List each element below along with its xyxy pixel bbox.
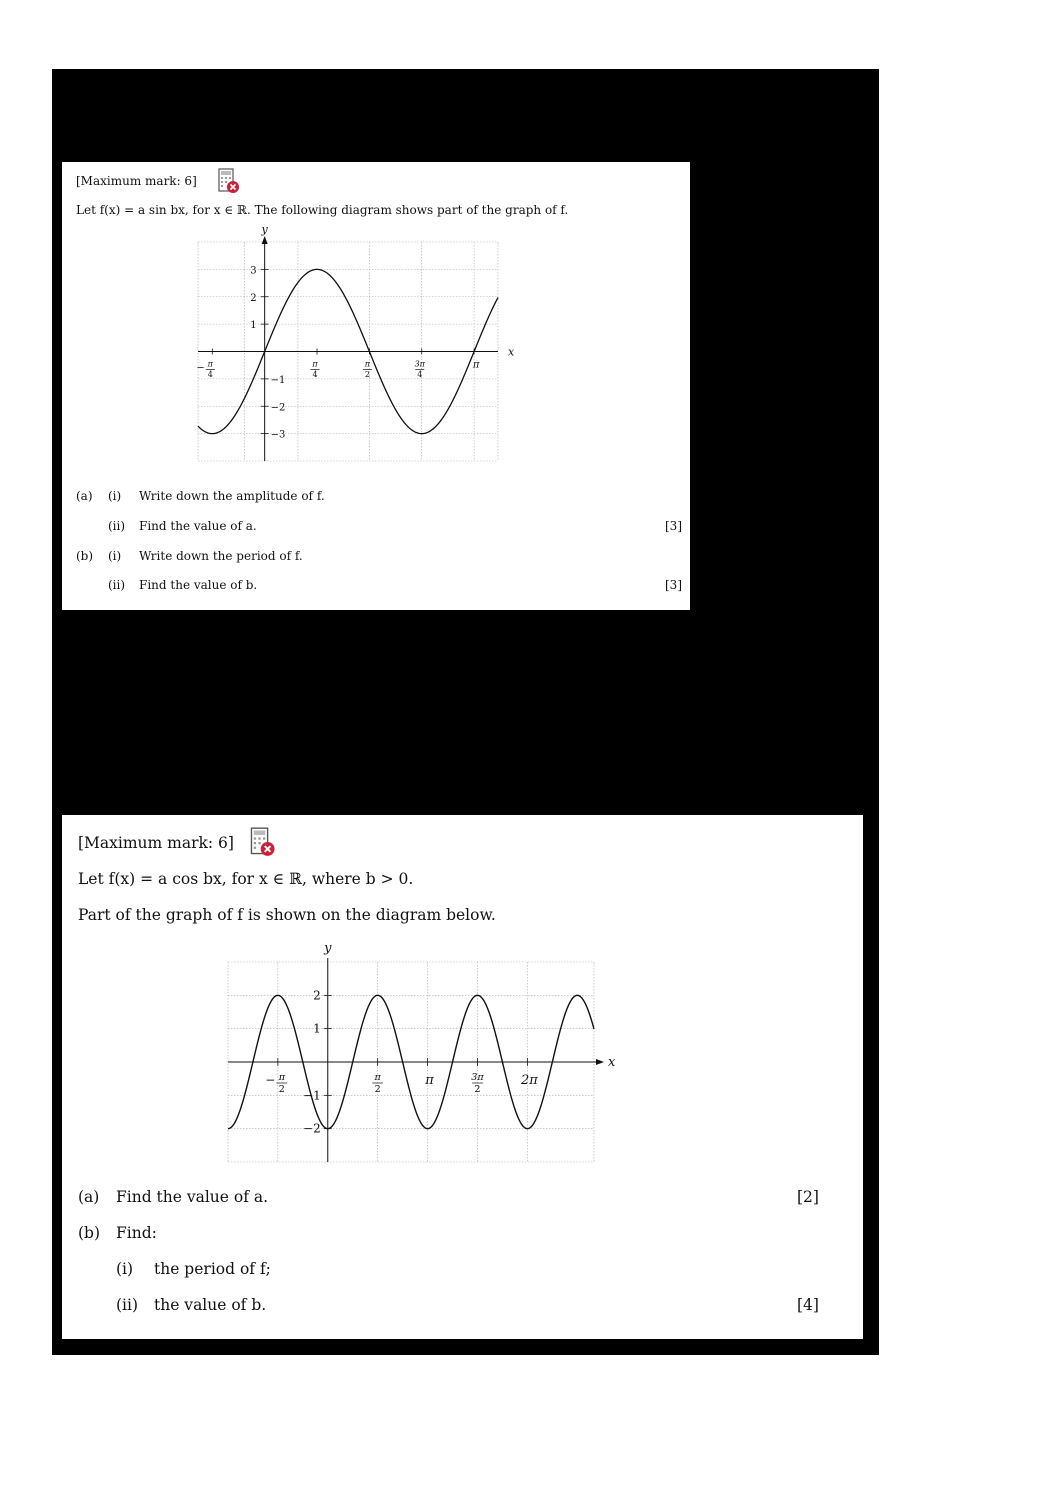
y-tick-label-0: 3	[250, 265, 257, 277]
part-b-ii-label: (ii)	[108, 578, 126, 592]
part-a-label: (a)	[76, 489, 93, 503]
y-tick-label-0: 2	[313, 988, 321, 1003]
x-axis-label: x	[608, 1055, 616, 1070]
y-tick-label-4: −2	[270, 402, 286, 414]
part-b-ii-label: (ii)	[116, 1296, 139, 1314]
y-tick-label-3: −1	[270, 374, 286, 386]
x-tick-label-1-den: 4	[312, 370, 318, 379]
max-mark-label: [Maximum mark: 6]	[78, 834, 234, 852]
part-b-i-text: the period of f;	[154, 1260, 271, 1278]
y-tick-label-1: 1	[313, 1021, 321, 1036]
question-2-card	[62, 815, 863, 1339]
part-a-marks: [3]	[665, 519, 682, 533]
x-tick-label-0-num: π	[278, 1072, 286, 1083]
y-tick-label-5: −3	[270, 429, 286, 441]
x-tick-label-0	[265, 1072, 287, 1095]
x-tick-label-1-num: π	[312, 359, 318, 369]
x-tick-label-0-sign: −	[265, 1073, 276, 1087]
x-tick-label-2: π	[425, 1073, 434, 1088]
part-a-text: Find the value of a.	[116, 1188, 269, 1206]
part-a-ii-label: (ii)	[108, 519, 126, 533]
part-b-i-label: (i)	[108, 549, 122, 563]
part-a-i-text: Write down the amplitude of f.	[139, 489, 325, 503]
x-tick-label-0	[196, 360, 214, 380]
x-tick-label-3-num: 3π	[471, 1072, 484, 1083]
question-1-intro: Let f(x) = a sin bx, for x ∈ ℝ. The following diagram shows part of the graph of f.	[76, 203, 569, 217]
part-b-ii-text: Find the value of b.	[139, 578, 258, 592]
question-1-card	[62, 162, 690, 610]
question-2-intro-2: Part of the graph of f is shown on the diagram below.	[78, 906, 496, 924]
part-b-i-text: Write down the period of f.	[139, 549, 303, 563]
x-axis-label: x	[508, 345, 515, 359]
x-tick-label-1	[372, 1072, 383, 1095]
part-b-marks: [3]	[665, 578, 682, 592]
x-tick-label-0-den: 4	[207, 370, 213, 379]
part-b-ii-text: the value of b.	[154, 1296, 267, 1314]
x-tick-label-2-num: π	[364, 359, 371, 369]
question-2-intro: Let f(x) = a cos bx, for x ∈ ℝ, where b > 0.	[78, 870, 414, 888]
x-tick-label-0-den: 2	[278, 1084, 285, 1095]
x-tick-label-3	[471, 1072, 484, 1095]
x-tick-label-2	[363, 360, 372, 380]
cosine-chart	[220, 940, 620, 1165]
x-tick-label-1	[311, 360, 320, 380]
no-calculator-icon	[216, 167, 242, 195]
y-axis-label: y	[261, 223, 268, 236]
part-b-label: (b)	[76, 549, 94, 563]
sine-chart	[182, 223, 515, 475]
part-a-i-label: (i)	[108, 489, 122, 503]
max-mark-label: [Maximum mark: 6]	[76, 174, 197, 188]
x-tick-label-0-num: π	[207, 359, 213, 369]
x-tick-label-2-den: 2	[364, 370, 370, 379]
y-tick-label-3: −2	[303, 1121, 321, 1136]
y-axis-label: y	[324, 941, 332, 956]
x-tick-label-3-den: 2	[474, 1084, 481, 1095]
x-tick-label-3-den: 4	[417, 370, 423, 379]
x-tick-label-1-num: π	[374, 1072, 381, 1083]
x-tick-label-4: π	[472, 359, 480, 371]
y-tick-label-2: 1	[250, 320, 257, 332]
no-calculator-icon	[248, 825, 278, 859]
x-tick-label-1-den: 2	[374, 1084, 381, 1095]
x-tick-label-4: 2π	[520, 1073, 538, 1088]
part-a-marks: [2]	[797, 1188, 819, 1206]
part-b-text: Find:	[116, 1224, 157, 1242]
part-b-label: (b)	[78, 1224, 101, 1242]
x-tick-label-3	[415, 360, 426, 380]
x-tick-label-0-sign: −	[196, 362, 205, 374]
x-axis-arrow	[596, 1059, 604, 1065]
part-b-marks: [4]	[797, 1296, 819, 1314]
part-b-i-label: (i)	[116, 1260, 134, 1278]
y-tick-label-2: −1	[303, 1088, 321, 1103]
x-tick-label-3-num: 3π	[414, 359, 425, 369]
y-axis-arrow	[262, 236, 268, 244]
y-tick-label-1: 2	[250, 292, 257, 304]
part-a-label: (a)	[78, 1188, 100, 1206]
part-a-ii-text: Find the value of a.	[139, 519, 257, 533]
